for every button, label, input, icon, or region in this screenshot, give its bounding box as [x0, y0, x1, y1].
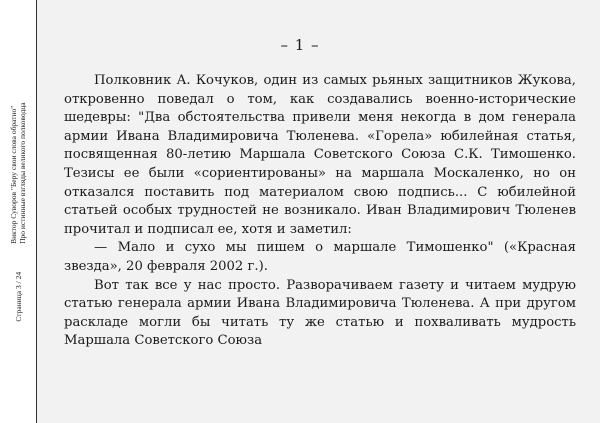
paragraph-3: Вот так все у нас просто. Разворачиваем газету и читаем мудрую статью генерала армии Ивана Владимировича Тюленева. А при другом раскладе могли бы читать ту же статью и похваливать мудрость Маршала Советского Союза [64, 277, 576, 349]
sidebar-text [9, 102, 27, 321]
sidebar-book-subtitle: Про истинные взгляды великого полководца [18, 102, 27, 244]
sidebar-titles [9, 102, 27, 244]
sidebar-book-title: Виктор Суворов "Беру свои слова обратно" [9, 105, 18, 244]
paragraph-1: Полковник А. Кочуков, один из самых рьяных защитников Жукова, откровенно поведал о том, как создавались военно-исторические шедевры: "Два обстоятельства привели меня некогда в дом генерала армии Ивана Владимировича Тюленева. «Горела» юбилейная статья, посвященная 80-летию Маршала Советского Союза С.К. Тимошенко. Тезисы ее были «сориентированы» на маршала Москаленко, но он отказался поставить под материалом свою подпись... С юбилейной статьей особых трудностей не возникало. Иван Владимирович Тюленев прочитал и подписал ее, хотя и заметил: [64, 73, 576, 237]
paragraph-2: — Мало и сухо мы пишем о маршале Тимошенко" («Красная звезда», 20 февраля 2002 г.). [64, 240, 576, 274]
sidebar-page-label: Страница 3 / 24 [13, 271, 23, 322]
body-text [64, 72, 576, 351]
sidebar [0, 0, 36, 423]
margin-divider [36, 0, 37, 423]
page-number-header: – 1 – [280, 36, 320, 54]
